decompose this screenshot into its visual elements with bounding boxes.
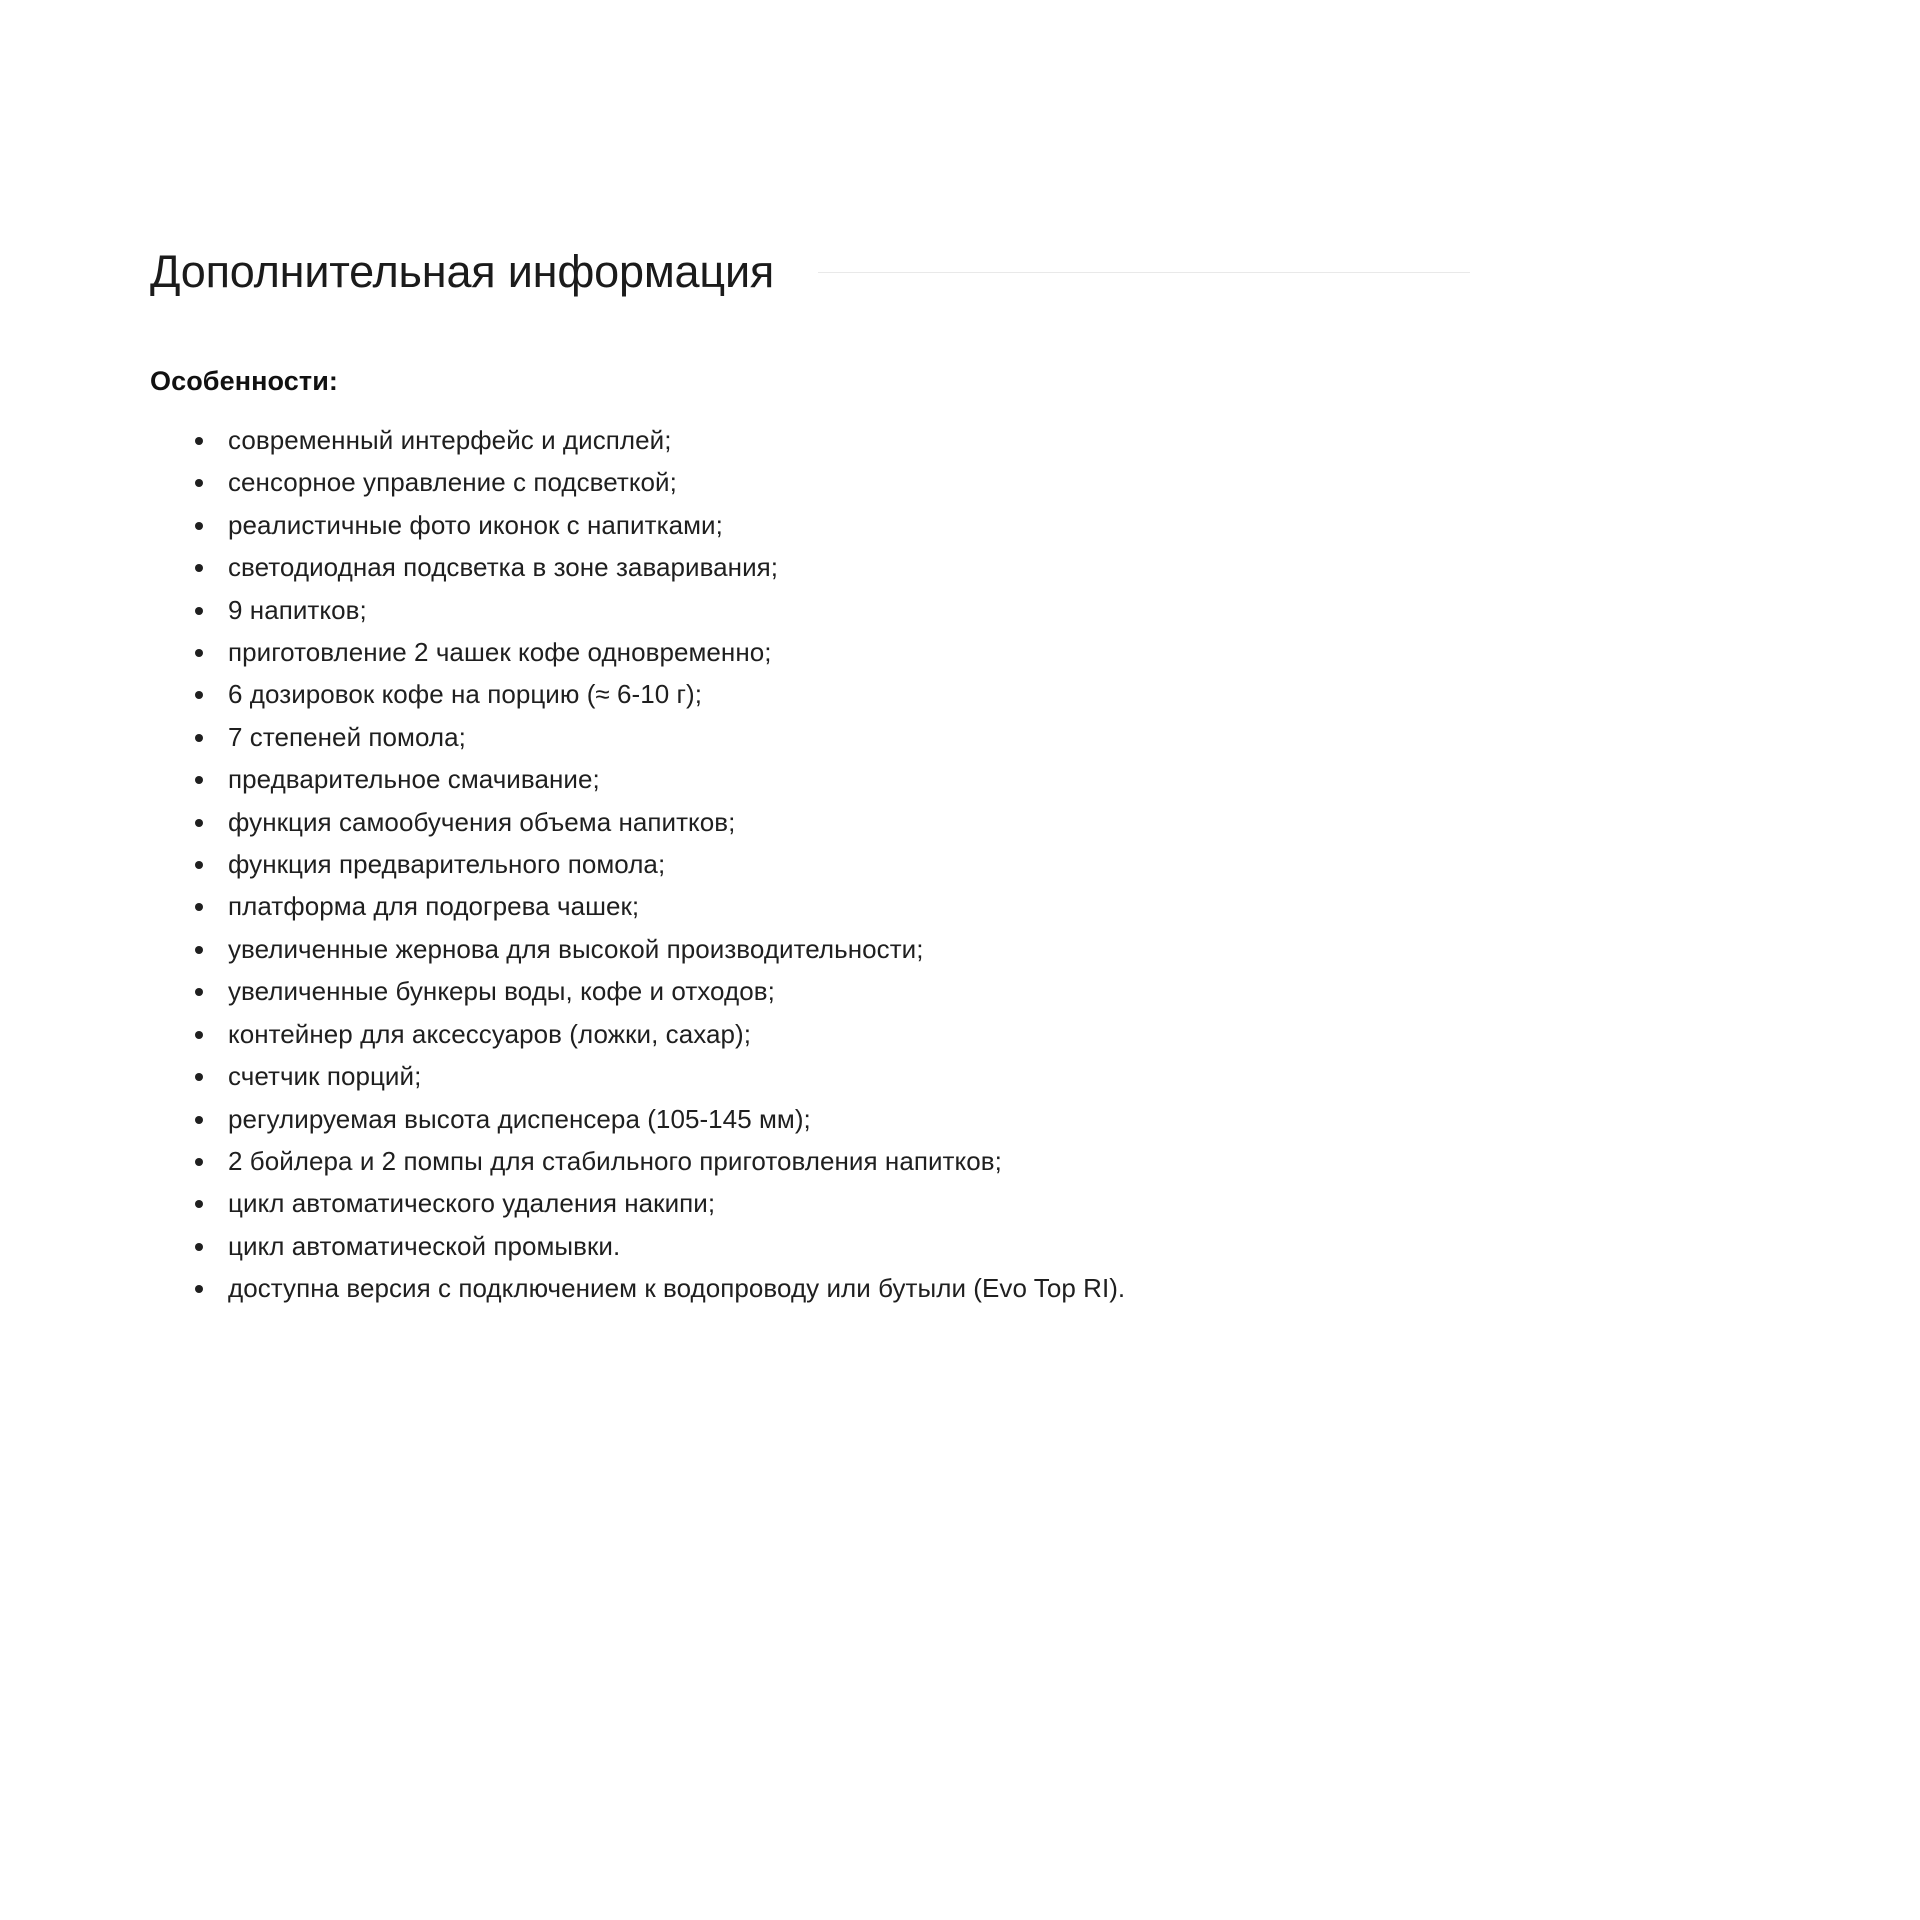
- list-item-label: функция предварительного помола;: [228, 849, 666, 880]
- list-item-label: счетчик порций;: [228, 1061, 422, 1092]
- bullet-icon: [195, 649, 203, 657]
- list-item-label: предварительное смачивание;: [228, 764, 600, 795]
- bullet-icon: [195, 903, 203, 911]
- bullet-icon: [195, 607, 203, 615]
- bullet-icon: [195, 479, 203, 487]
- list-item-label: регулируемая высота диспенсера (105-145 мм);: [228, 1103, 811, 1134]
- list-item: [150, 970, 1790, 1012]
- list-item: [150, 716, 1790, 758]
- list-item-label: контейнер для аксессуаров (ложки, сахар);: [228, 1018, 751, 1049]
- list-item-label: платформа для подогрева чашек;: [228, 891, 640, 922]
- features-subheading: Особенности:: [150, 366, 338, 396]
- list-item: [150, 1140, 1790, 1182]
- list-item: [150, 1267, 1790, 1309]
- list-item-label: светодиодная подсветка в зоне заваривания;: [228, 552, 779, 583]
- list-item: [150, 546, 1790, 588]
- list-item-label: увеличенные бункеры воды, кофе и отходов;: [228, 976, 775, 1007]
- list-item: [150, 504, 1790, 546]
- bullet-icon: [195, 1200, 203, 1208]
- list-item: [150, 1182, 1790, 1224]
- bullet-icon: [195, 437, 203, 445]
- list-item-label: приготовление 2 чашек кофе одновременно;: [228, 637, 772, 668]
- list-item: [150, 1055, 1790, 1097]
- list-item: [150, 631, 1790, 673]
- list-item: [150, 801, 1790, 843]
- list-item: [150, 1225, 1790, 1267]
- list-item-label: 2 бойлера и 2 помпы для стабильного приготовления напитков;: [228, 1145, 1002, 1176]
- list-item: [150, 928, 1790, 970]
- list-item: [150, 461, 1790, 503]
- list-item: [150, 885, 1790, 927]
- bullet-icon: [195, 819, 203, 827]
- list-item: [150, 589, 1790, 631]
- list-item-label: увеличенные жернова для высокой производительности;: [228, 933, 924, 964]
- bullet-icon: [195, 946, 203, 954]
- list-item: [150, 843, 1790, 885]
- list-item-label: 9 напитков;: [228, 594, 367, 625]
- features-list: [150, 419, 1790, 1310]
- list-item: [150, 673, 1790, 715]
- list-item: [150, 1098, 1790, 1140]
- list-item-label: сенсорное управление с подсветкой;: [228, 467, 677, 498]
- header-divider: [818, 272, 1470, 273]
- section-header: [150, 236, 1790, 308]
- bullet-icon: [195, 522, 203, 530]
- bullet-icon: [195, 861, 203, 869]
- bullet-icon: [195, 734, 203, 742]
- bullet-icon: [195, 564, 203, 572]
- list-item: [150, 419, 1790, 461]
- list-item: [150, 758, 1790, 800]
- list-item-label: реалистичные фото иконок с напитками;: [228, 509, 723, 540]
- list-item-label: доступна версия с подключением к водопроводу или бутыли (Evo Top RI).: [228, 1273, 1126, 1304]
- list-item-label: 7 степеней помола;: [228, 721, 466, 752]
- bullet-icon: [195, 1285, 203, 1293]
- list-item-label: функция самообучения объема напитков;: [228, 806, 736, 837]
- bullet-icon: [195, 691, 203, 699]
- bullet-icon: [195, 1116, 203, 1124]
- list-item-label: 6 дозировок кофе на порцию (≈ 6-10 г);: [228, 679, 703, 710]
- bullet-icon: [195, 1031, 203, 1039]
- bullet-icon: [195, 1073, 203, 1081]
- bullet-icon: [195, 1243, 203, 1251]
- additional-information-section: [150, 236, 1790, 1310]
- list-item-label: цикл автоматической промывки.: [228, 1230, 621, 1261]
- list-item-label: цикл автоматического удаления накипи;: [228, 1188, 716, 1219]
- list-item: [150, 1013, 1790, 1055]
- bullet-icon: [195, 1158, 203, 1166]
- bullet-icon: [195, 776, 203, 784]
- list-item-label: современный интерфейс и дисплей;: [228, 425, 672, 455]
- bullet-icon: [195, 988, 203, 996]
- page-title: Дополнительная информация: [150, 246, 775, 298]
